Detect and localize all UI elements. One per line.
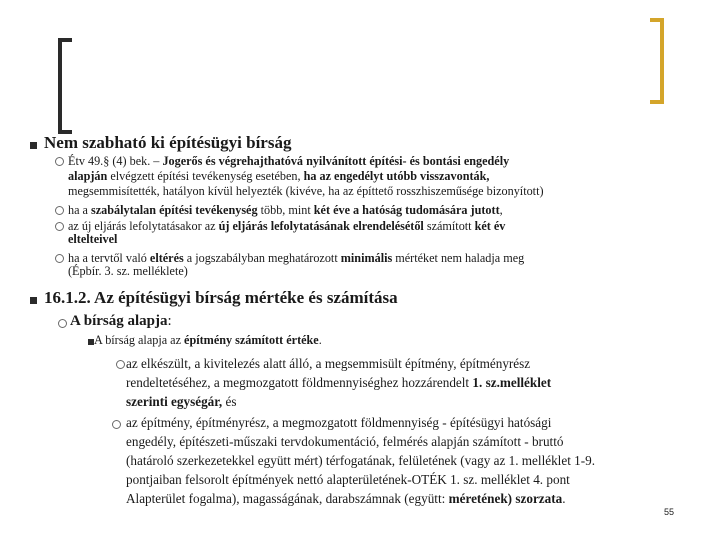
sub-line: ha a tervtől való eltérés a jogszabályban meghatározott minimális mértéket nem haladja meg	[68, 251, 525, 265]
sub-line: alapján elvégzett építési tevékenység esetében, ha az engedélyt utóbb visszavonták,	[68, 169, 490, 183]
sub-line: Étv 49.§ (4) bek. – Jogerős és végrehajthatóvá nyilvánított építési- és bontási engedély	[68, 154, 510, 168]
circle-bullet-icon	[55, 254, 64, 263]
heading-fine-amount: 16.1.2. Az építésügyi bírság mértéke és számítása	[44, 288, 398, 307]
sub-line: megsemmisítették, hatályon kívül helyezték (kivéve, ha az építtető rosszhiszeműsége bizonyított)	[68, 184, 544, 198]
circle-bullet-icon	[55, 157, 64, 166]
sub-line: eltelteivel	[68, 232, 118, 246]
item1-line: rendeltetéséhez, a megmozgatott földmennyiséghez hozzárendelt 1. sz.melléklet	[126, 375, 552, 390]
circle-bullet-icon	[112, 420, 121, 429]
item2-line: az építmény, építményrész, a megmozgatott földmennyiség - építésügyi hatósági	[126, 415, 552, 430]
item1-line: az elkészült, a kivitelezés alatt álló, a megsemmisült építmény, építményrész	[126, 356, 531, 371]
right-bracket-decoration	[650, 18, 664, 104]
item2-line: Alapterület fogalma), magasságának, darabszámnak (együtt: méretének) szorzata.	[126, 491, 566, 506]
circle-bullet-icon	[55, 222, 64, 231]
left-bracket-decoration	[58, 38, 72, 134]
square-bullet-icon	[30, 142, 37, 149]
item2-line: (határoló szerkezetekkel együtt mért) térfogatának, felületének (vagy az 1. melléklet 1-9.	[126, 453, 596, 468]
item2-line: pontjaiban felsorolt építmények nettó alapterületének-OTÉK 1. sz. melléklet 4. pont	[126, 472, 570, 487]
sub-line: (Épbír. 3. sz. melléklete)	[68, 264, 188, 278]
heading-no-fine: Nem szabható ki építésügyi bírság	[44, 133, 292, 152]
item2-line: engedély, építészeti-műszaki tervdokumentáció, felmérés alapján számított - bruttó	[126, 434, 564, 449]
circle-bullet-icon	[55, 206, 64, 215]
item1-line: szerinti egységár, és	[126, 394, 237, 409]
circle-bullet-icon	[116, 360, 125, 369]
circle-bullet-icon	[58, 319, 67, 328]
fine-basis-title: A bírság alapja:	[70, 313, 172, 329]
page-number: 55	[664, 507, 675, 517]
square-bullet-icon	[30, 297, 37, 304]
fine-basis-line: A bírság alapja az építmény számított értéke.	[94, 333, 322, 347]
sub-line: az új eljárás lefolytatásakor az új eljárás lefolytatásának elrendelésétől számított két év	[68, 219, 506, 233]
sub-line: ha a szabálytalan építési tevékenység több, mint két éve a hatóság tudomására jutott,	[68, 203, 503, 217]
